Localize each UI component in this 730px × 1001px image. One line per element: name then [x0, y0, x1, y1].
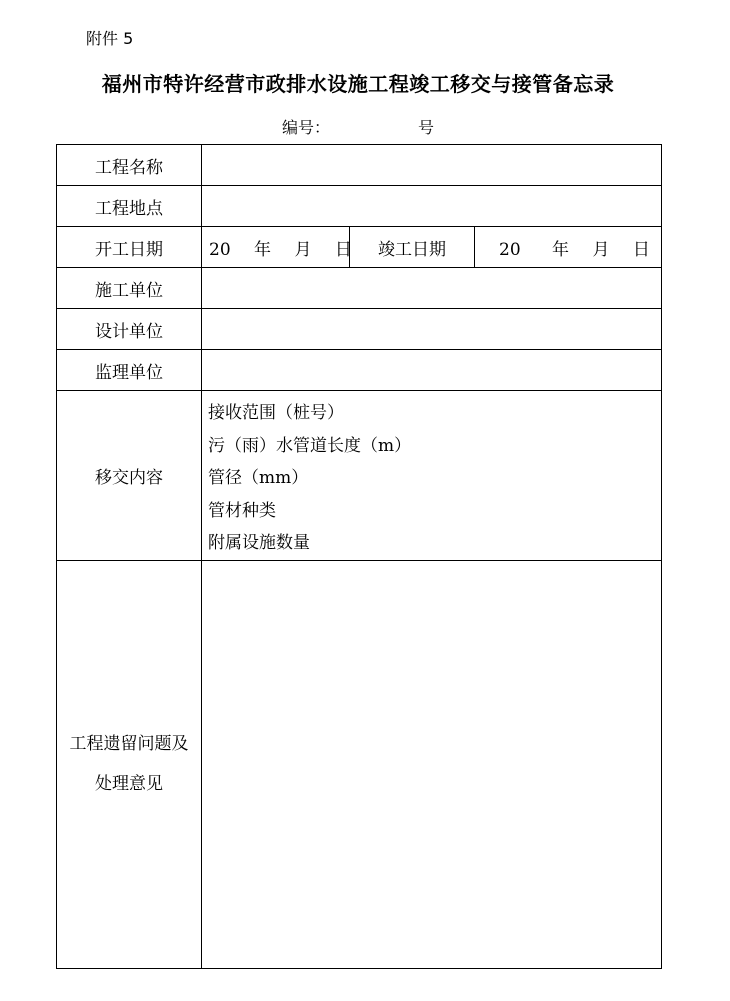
- issues-label-line1: 工程遗留问题及: [69, 734, 189, 755]
- completion-year-unit: 年: [552, 239, 570, 260]
- project-site-field[interactable]: [202, 186, 662, 227]
- completion-year-prefix: 20: [499, 239, 521, 260]
- project-name-field[interactable]: [202, 145, 662, 186]
- start-date-field[interactable]: [202, 227, 350, 268]
- row-design-unit: [57, 309, 662, 350]
- row-project-name: [57, 145, 662, 186]
- supervision-unit-field[interactable]: [202, 350, 662, 391]
- handover-item-scope: 接收范围（桩号）: [208, 403, 344, 423]
- remaining-issues-field[interactable]: [202, 560, 662, 968]
- supervision-unit-label: 监理单位: [57, 350, 202, 391]
- attachment-number: 附件 5: [86, 29, 134, 48]
- handover-content-field[interactable]: [202, 391, 662, 561]
- handover-form-table: [56, 144, 662, 969]
- row-supervision-unit: [57, 350, 662, 391]
- completion-date-label: 竣工日期: [350, 227, 475, 268]
- row-handover-content: [57, 391, 662, 561]
- row-dates: [57, 227, 662, 268]
- project-name-label: 工程名称: [57, 145, 202, 186]
- start-month-unit: 月: [294, 239, 312, 260]
- start-year-prefix: 20: [209, 239, 231, 260]
- completion-day-unit: 日: [632, 239, 650, 260]
- handover-items-list: [202, 391, 661, 560]
- number-suffix: 号: [418, 118, 435, 137]
- handover-item-facilities: 附属设施数量: [208, 533, 310, 554]
- construction-unit-label: 施工单位: [57, 268, 202, 309]
- start-date-label: 开工日期: [57, 227, 202, 268]
- number-label: 编号：: [282, 118, 331, 137]
- handover-item-pipe-material: 管材种类: [208, 500, 276, 521]
- document-title: 福州市特许经营市政排水设施工程竣工移交与接管备忘录: [101, 72, 615, 96]
- handover-item-pipe-diameter: 管径（mm）: [208, 468, 309, 489]
- handover-content-label: 移交内容: [57, 391, 202, 561]
- remaining-issues-label: [57, 560, 202, 968]
- project-site-label: 工程地点: [57, 186, 202, 227]
- start-year-unit: 年: [254, 239, 272, 260]
- completion-date-field[interactable]: [475, 227, 662, 268]
- handover-item-pipe-length: 污（雨）水管道长度（m）: [208, 435, 412, 456]
- row-project-site: [57, 186, 662, 227]
- design-unit-field[interactable]: [202, 309, 662, 350]
- row-remaining-issues: [57, 560, 662, 968]
- design-unit-label: 设计单位: [57, 309, 202, 350]
- construction-unit-field[interactable]: [202, 268, 662, 309]
- start-day-unit: 日: [334, 239, 352, 260]
- issues-label-line2: 处理意见: [95, 774, 163, 795]
- row-construction-unit: [57, 268, 662, 309]
- completion-month-unit: 月: [592, 239, 610, 260]
- document-number-line: [282, 115, 435, 138]
